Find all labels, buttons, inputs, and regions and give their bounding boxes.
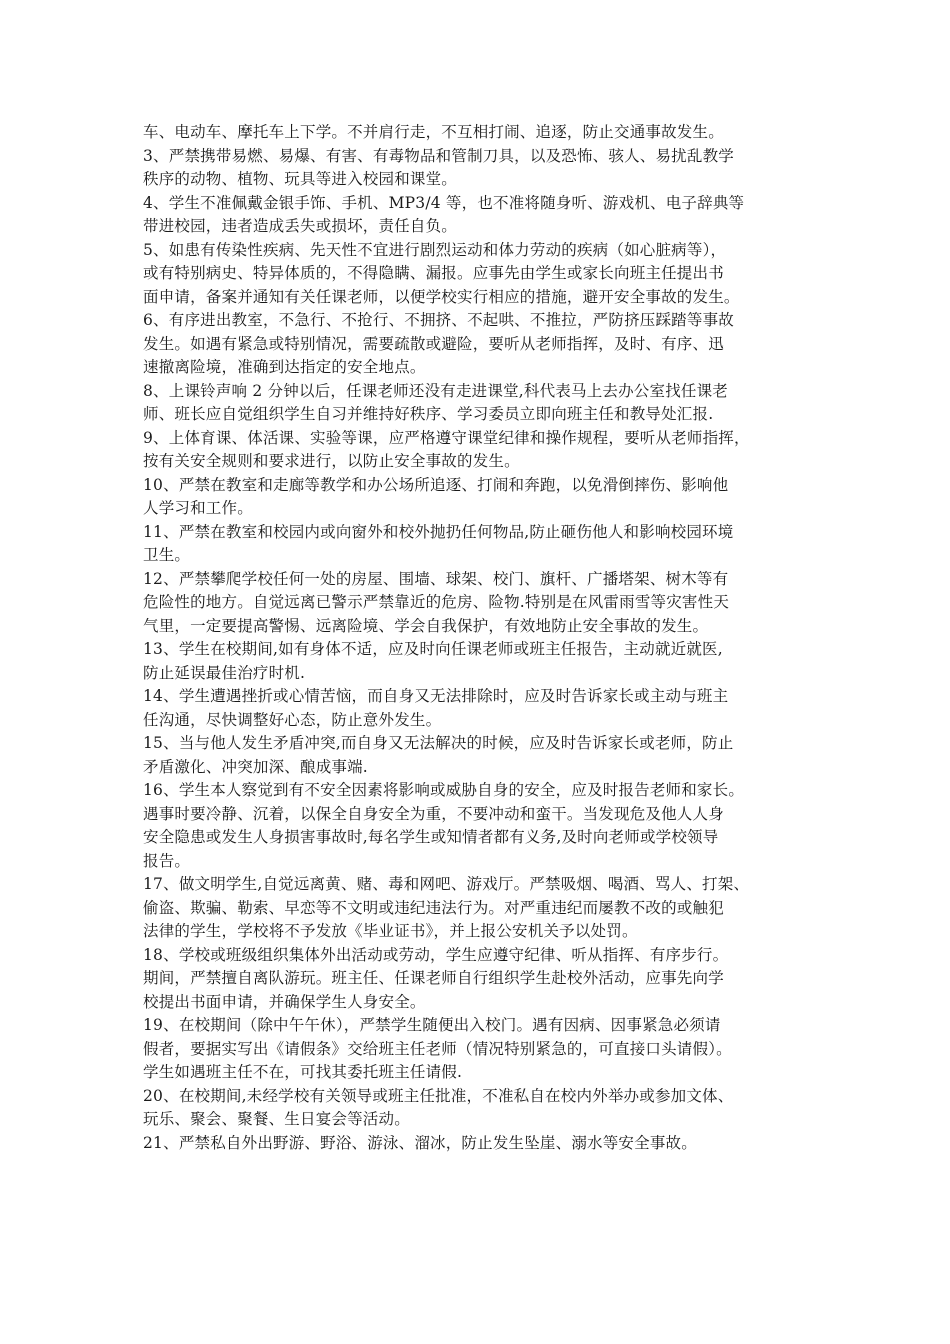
- paragraph-rule-5: [143, 239, 823, 310]
- text-line: 师、班长应自觉组织学生自习并维持好秩序、学习委员立即向班主任和教导处汇报.: [143, 405, 714, 423]
- text-line: 5、如患有传染性疾病、先天性不宜进行剧烈运动和体力劳动的疾病（如心脏病等），: [143, 240, 727, 259]
- text-line: 偷盗、欺骗、勒索、早恋等不文明或违纪违法行为。对严重违纪而屡教不改的或触犯: [143, 898, 724, 917]
- paragraph-rule-12: [143, 568, 823, 639]
- text-line: 11、严禁在教室和校园内或向窗外和校外抛扔任何物品,防止砸伤他人和影响校园环境: [143, 522, 734, 541]
- text-line: 带进校园，违者造成丢失或损坏，责任自负。: [143, 217, 458, 235]
- text-line: 校提出书面申请，并确保学生人身安全。: [143, 992, 426, 1011]
- text-line: 气里，一定要提高警惕、远离险境、学会自我保护，有效地防止安全事故的发生。: [143, 616, 709, 635]
- text-line: 14、学生遭遇挫折或心情苦恼，而自身又无法排除时，应及时告诉家长或主动与班主: [143, 687, 729, 705]
- text-line: 15、当与他人发生矛盾冲突,而自身又无法解决的时候，应及时告诉家长或老师，防止: [143, 734, 734, 752]
- text-line: 面申请，备案并通知有关任课老师，以便学校实行相应的措施，避开安全事故的发生。: [143, 287, 740, 306]
- paragraph-rule-21: [143, 1132, 823, 1156]
- text-line: 18、学校或班级组织集体外出活动或劳动，学生应遵守纪律、听从指挥、有序步行。: [143, 945, 729, 964]
- text-line: 矛盾激化、冲突加深、酿成事端.: [143, 757, 368, 776]
- text-line: 假者，要据实写出《请假条》交给班主任老师（情况特别紧急的，可直接口头请假）。: [143, 1039, 732, 1058]
- text-line: 20、在校期间,未经学校有关领导或班主任批准，不准私自在校内外举办或参加文体、: [143, 1086, 734, 1105]
- text-line: 期间，严禁擅自离队游玩。班主任、任课老师自行组织学生赴校外活动，应事先向学: [143, 969, 724, 987]
- paragraph-rule-10: [143, 474, 823, 521]
- paragraph-rule-6: [143, 309, 823, 380]
- text-line: 法律的学生，学校将不予发放《毕业证书》，并上报公安机关予以处罚。: [143, 922, 638, 940]
- paragraph-rule-14: [143, 685, 823, 732]
- text-line: 报告。: [143, 851, 191, 870]
- document-body: [143, 121, 823, 1155]
- text-line: 安全隐患或发生人身损害事故时,每名学生或知情者都有义务,及时向老师或学校领导: [143, 828, 719, 846]
- text-line: 4、学生不准佩戴金银手饰、手机、MP3/4 等，也不准将随身听、游戏机、电子辞典等: [143, 193, 745, 212]
- text-line: 12、严禁攀爬学校任何一处的房屋、围墙、球架、校门、旗杆、广播塔架、树木等有: [143, 569, 729, 588]
- paragraph-rule-11: [143, 521, 823, 568]
- text-line: 10、严禁在教室和走廊等教学和办公场所追逐、打闹和奔跑，以免滑倒摔伤、影响他: [143, 475, 729, 494]
- text-line: 遇事时要冷静、沉着，以保全自身安全为重，不要冲动和蛮干。当发现危及他人人身: [143, 804, 724, 823]
- text-line: 或有特别病史、特异体质的，不得隐瞒、漏报。应事先由学生或家长向班主任提出书: [143, 264, 724, 282]
- text-line: 学生如遇班主任不在，可找其委托班主任请假.: [143, 1063, 463, 1081]
- paragraph-rule-15: [143, 732, 823, 779]
- paragraph-rule-9: [143, 427, 823, 474]
- text-line: 17、做文明学生,自觉远离黄、赌、毒和网吧、游戏厅。严禁吸烟、喝酒、骂人、打架、: [143, 875, 750, 893]
- text-line: 按有关安全规则和要求进行，以防止安全事故的发生。: [143, 452, 520, 470]
- paragraph-rule-13: [143, 638, 823, 685]
- text-line: 玩乐、聚会、聚餐、生日宴会等活动。: [143, 1110, 410, 1128]
- text-line: 8、上课铃声响 2 分钟以后，任课老师还没有走进课堂,科代表马上去办公室找任课老: [143, 381, 729, 400]
- text-line: 防止延误最佳治疗时机.: [143, 663, 306, 682]
- paragraph-rule-8: [143, 380, 823, 427]
- text-line: 秩序的动物、植物、玩具等进入校园和课堂。: [143, 170, 458, 188]
- text-line: 16、学生本人察觉到有不安全因素将影响或威胁自身的安全，应及时报告老师和家长。: [143, 781, 745, 799]
- text-line: 19、在校期间（除中午午休），严禁学生随便出入校门。遇有因病、因事紧急必须请: [143, 1016, 721, 1034]
- text-line: 卫生。: [143, 546, 191, 564]
- text-line: 任沟通，尽快调整好心态，防止意外发生。: [143, 710, 442, 729]
- text-line: 人学习和工作。: [143, 499, 253, 517]
- text-line: 危险性的地方。自觉远离已警示严禁靠近的危房、险物.特别是在风雷雨雪等灾害性天: [143, 593, 730, 611]
- text-line: 13、学生在校期间,如有身体不适，应及时向任课老师或班主任报告，主动就近就医,: [143, 640, 723, 658]
- paragraph-rule-16: [143, 779, 823, 873]
- paragraph-rule-17: [143, 873, 823, 944]
- paragraph-rule-4: [143, 192, 823, 239]
- text-line: 车、电动车、摩托车上下学。不并肩行走，不互相打闹、追逐，防止交通事故发生。: [143, 123, 724, 141]
- text-line: 速撤离险境，准确到达指定的安全地点。: [143, 358, 426, 376]
- paragraph-rule-19: [143, 1014, 823, 1085]
- text-line: 9、上体育课、体活课、实验等课，应严格遵守课堂纪律和操作规程，要听从老师指挥，: [143, 428, 750, 447]
- paragraph-rule-18: [143, 944, 823, 1015]
- paragraph-traffic-rule: [143, 121, 823, 145]
- text-line: 发生。如遇有紧急或特别情况，需要疏散或避险，要听从老师指挥，及时、有序、迅: [143, 334, 724, 353]
- text-line: 3、严禁携带易燃、易爆、有害、有毒物品和管制刀具，以及恐怖、骇人、易扰乱教学: [143, 146, 734, 165]
- paragraph-rule-3: [143, 145, 823, 192]
- text-line: 21、严禁私自外出野游、野浴、游泳、溜冰，防止发生坠崖、溺水等安全事故。: [143, 1133, 697, 1152]
- text-line: 6、有序进出教室，不急行、不抢行、不拥挤、不起哄、不推拉，严防挤压踩踏等事故: [143, 311, 734, 329]
- paragraph-rule-20: [143, 1085, 823, 1132]
